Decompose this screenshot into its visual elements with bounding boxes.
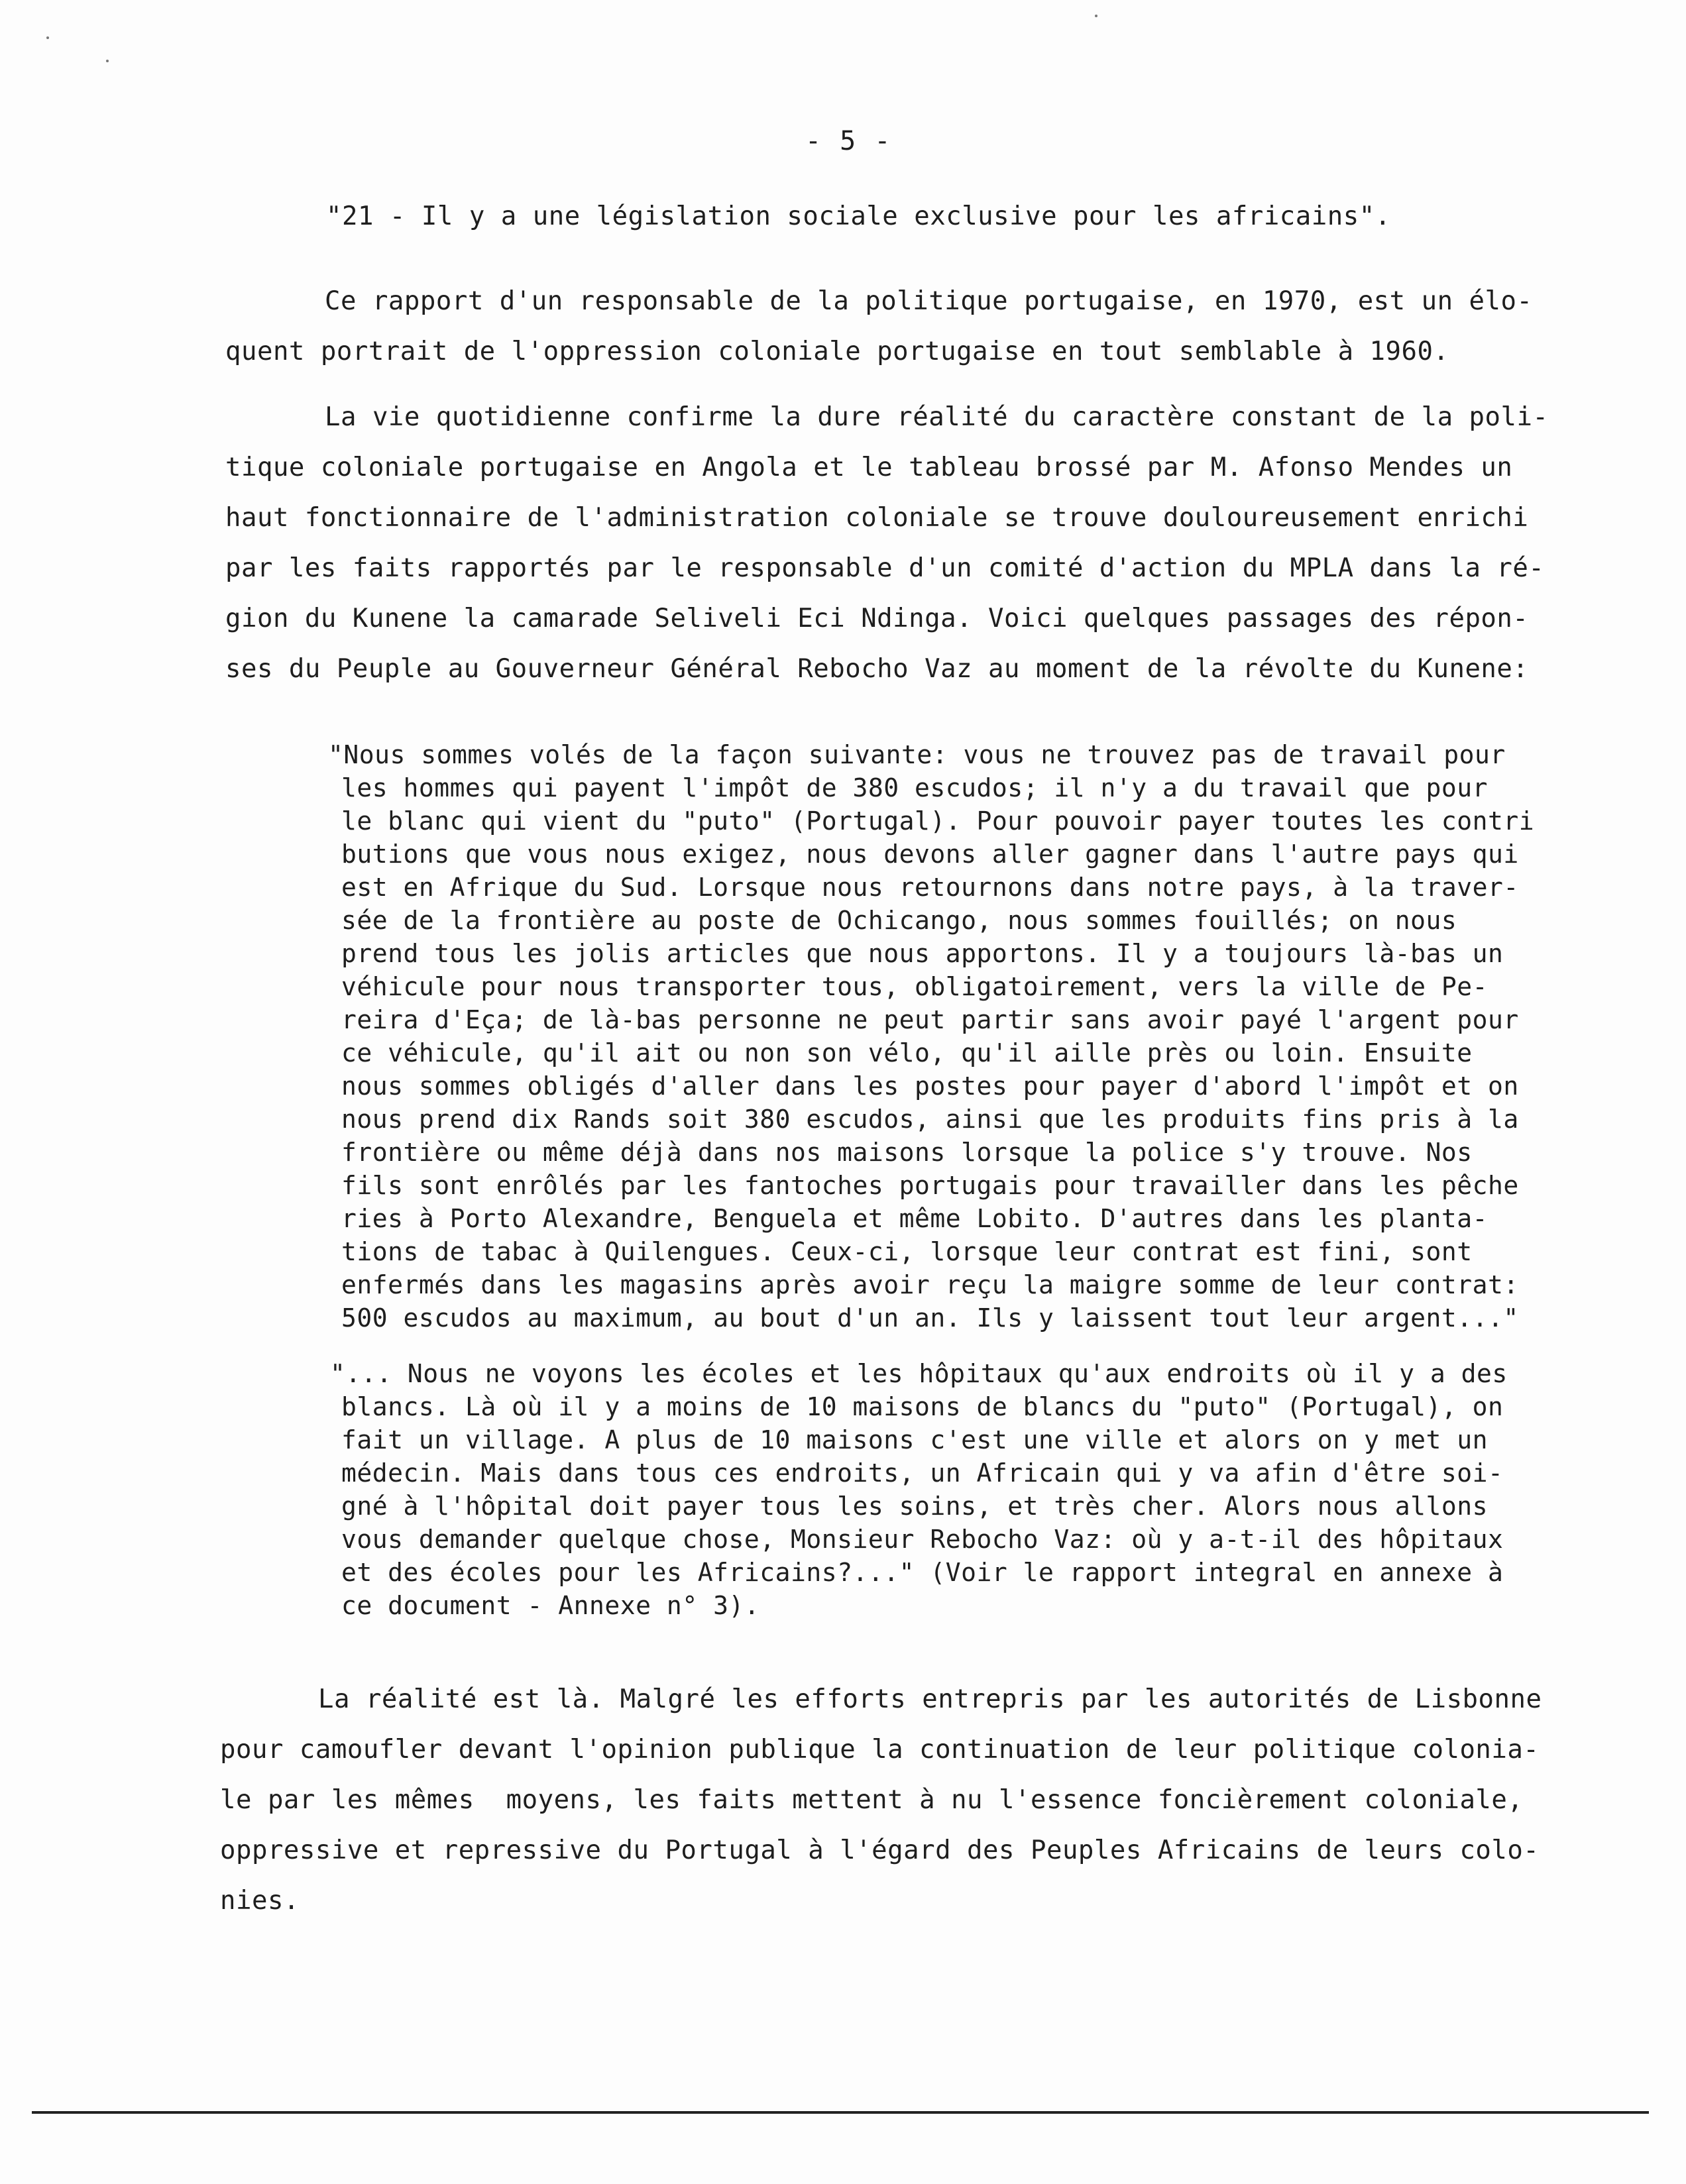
quote-line: vous demander quelque chose, Monsieur Rebocho Vaz: où y a-t-il des hôpitaux [341,1525,1504,1554]
text-line: La vie quotidienne confirme la dure réalité du caractère constant de la poli- [325,402,1549,432]
quote-line: ce document - Annexe n° 3). [341,1591,760,1620]
quote-line: gné à l'hôpital doit payer tous les soins, et très cher. Alors nous allons [341,1492,1488,1521]
quote-line: fils sont enrôlés par les fantoches portugais pour travailler dans les pêche [341,1171,1519,1200]
quote-line: est en Afrique du Sud. Lorsque nous retournons dans notre pays, à la traver- [341,873,1519,902]
quote-line: médecin. Mais dans tous ces endroits, un Africain qui y va afin d'être soi- [341,1458,1504,1488]
heading-quote: "21 - Il y a une législation sociale exclusive pour les africains". [326,201,1391,231]
page-number: - 5 - [805,126,892,156]
quote-line: nous prend dix Rands soit 380 escudos, ainsi que les produits fins pris à la [341,1105,1519,1134]
quote-line: ce véhicule, qu'il ait ou non son vélo, qu'il aille près ou loin. Ensuite [341,1038,1473,1067]
quote-line: nous sommes obligés d'aller dans les postes pour payer d'abord l'impôt et on [341,1071,1519,1101]
quote-line: enfermés dans les magasins après avoir reçu la maigre somme de leur contrat: [341,1270,1519,1299]
text-line: oppressive et repressive du Portugal à l'égard des Peuples Africains de leurs colo- [220,1835,1540,1865]
text-line: par les faits rapportés par le responsable d'un comité d'action du MPLA dans la ré- [225,553,1545,583]
quote-line: tions de tabac à Quilengues. Ceux-ci, lorsque leur contrat est fini, sont [341,1237,1473,1266]
text-line: pour camoufler devant l'opinion publique la continuation de leur politique colonia- [220,1735,1540,1765]
scan-speck [46,36,49,39]
quote-line: le blanc qui vient du "puto" (Portugal). Pour pouvoir payer toutes les contri [341,806,1535,836]
quote-line: et des écoles pour les Africains?..." (Voir le rapport integral en annexe à [341,1558,1504,1587]
quote-line: butions que vous nous exigez, nous devons aller gagner dans l'autre pays qui [341,840,1519,869]
quote-line: "... Nous ne voyons les écoles et les hôpitaux qu'aux endroits où il y a des [330,1359,1508,1388]
quote-line: véhicule pour nous transporter tous, obligatoirement, vers la ville de Pe- [341,972,1488,1001]
quote-line: les hommes qui payent l'impôt de 380 escudos; il n'y a du travail que pour [341,773,1488,802]
quote-line: blancs. Là où il y a moins de 10 maisons de blancs du "puto" (Portugal), on [341,1392,1504,1421]
quote-line: 500 escudos au maximum, au bout d'un an. Ils y laissent tout leur argent..." [341,1303,1519,1333]
quote-line: reira d'Eça; de là-bas personne ne peut partir sans avoir payé l'argent pour [341,1005,1519,1034]
footer-rule [32,2111,1649,2114]
text-line: La réalité est là. Malgré les efforts entrepris par les autorités de Lisbonne [318,1684,1542,1714]
text-line: Ce rapport d'un responsable de la politique portugaise, en 1970, est un élo- [325,286,1533,316]
text-line: le par les mêmes moyens, les faits mettent à nu l'essence foncièrement coloniale, [220,1785,1524,1815]
text-line: haut fonctionnaire de l'administration coloniale se trouve douloureusement enrichi [225,503,1529,533]
quote-line: sée de la frontière au poste de Ochicango, nous sommes fouillés; on nous [341,906,1457,935]
quote-line: prend tous les jolis articles que nous apportons. Il y a toujours là-bas un [341,939,1504,968]
quote-line: fait un village. A plus de 10 maisons c'est une ville et alors on y met un [341,1425,1488,1454]
quote-line: frontière ou même déjà dans nos maisons lorsque la police s'y trouve. Nos [341,1138,1473,1167]
text-line: gion du Kunene la camarade Seliveli Eci Ndinga. Voici quelques passages des répon- [225,604,1529,633]
quote-line: "Nous sommes volés de la façon suivante: vous ne trouvez pas de travail pour [328,740,1506,769]
text-line: nies. [220,1886,300,1916]
scan-speck [1095,15,1097,17]
quote-line: ries à Porto Alexandre, Benguela et même Lobito. D'autres dans les planta- [341,1204,1488,1233]
text-line: quent portrait de l'oppression coloniale portugaise en tout semblable à 1960. [225,337,1449,366]
text-line: tique coloniale portugaise en Angola et le tableau brossé par M. Afonso Mendes un [225,453,1513,482]
text-line: ses du Peuple au Gouverneur Général Rebocho Vaz au moment de la révolte du Kunene: [225,654,1529,684]
scan-speck [106,60,109,62]
